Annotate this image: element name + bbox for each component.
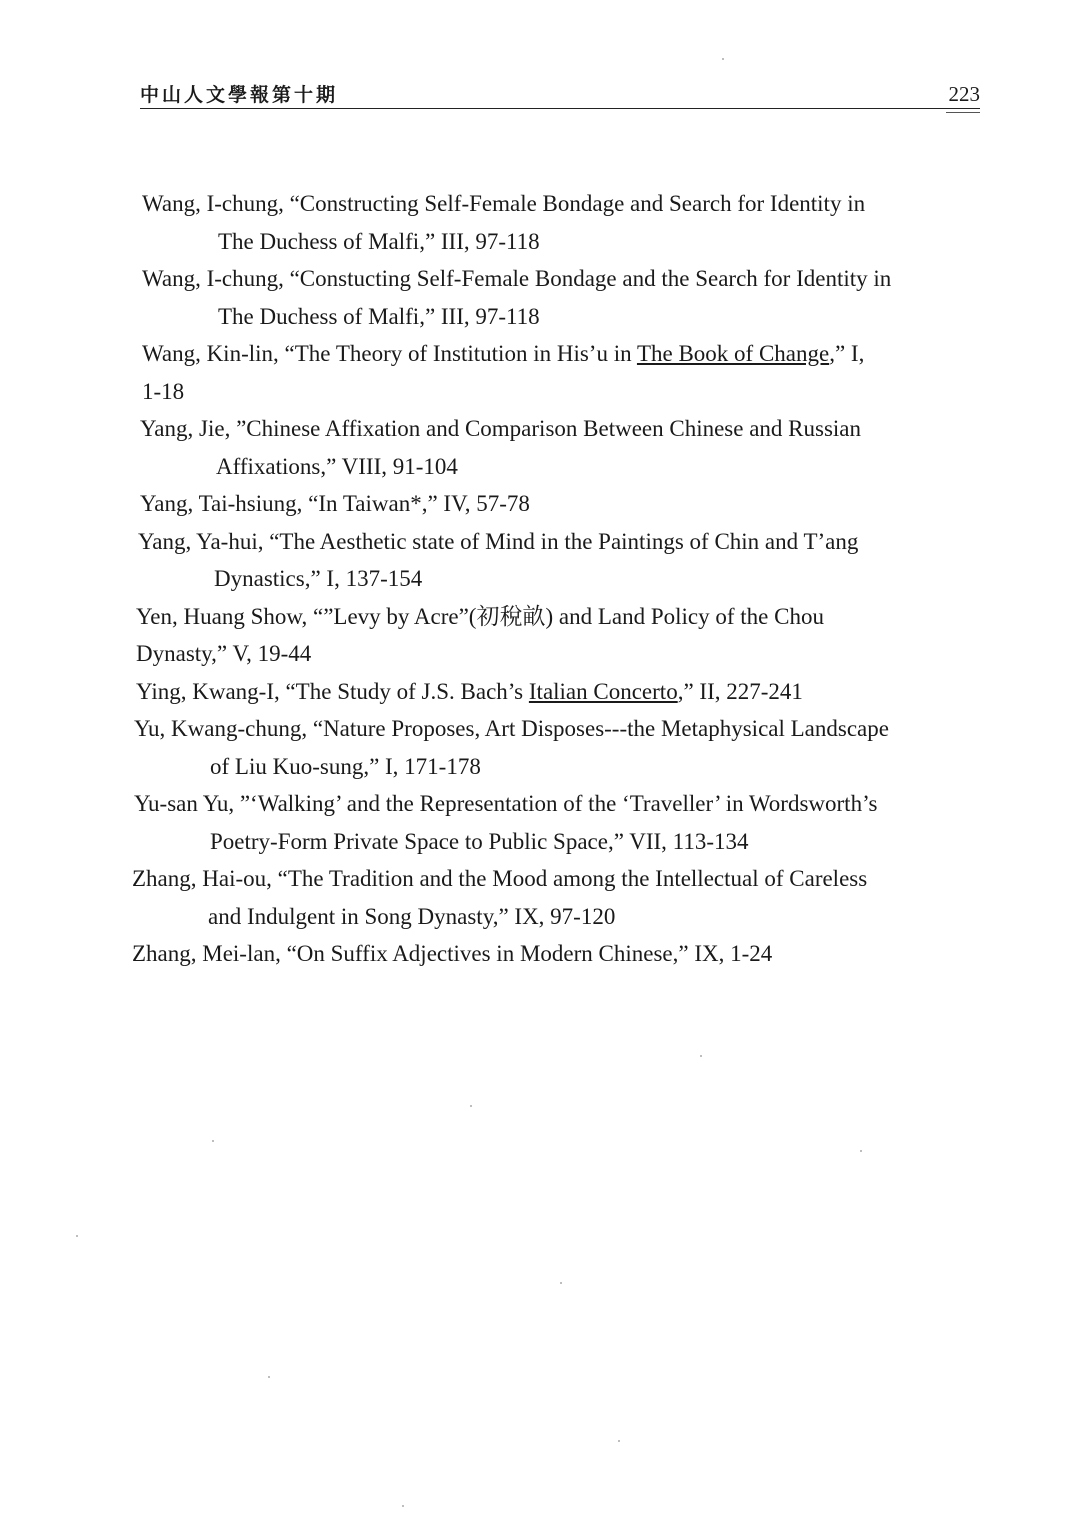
entry-line-1: Yu-san Yu, ”‘Walking’ and the Representation of the ‘Traveller’ in Wordsworth’s — [134, 791, 878, 816]
scan-speck — [76, 1235, 78, 1237]
bibliography-entry — [132, 860, 980, 935]
journal-title: 中山人文學報第十期 — [140, 84, 339, 106]
entry-line-2: Dynasty,” V, 19-44 — [136, 641, 312, 666]
bibliography-entry — [140, 410, 980, 485]
entry-line-1 — [136, 679, 803, 704]
header-rule-short — [946, 112, 980, 113]
scan-speck — [700, 1055, 702, 1057]
entry-line-2: Poetry-Form Private Space to Public Space,” VII, 113-134 — [210, 828, 749, 854]
scan-speck — [560, 1282, 562, 1284]
entry-line-1: Wang, I-chung, “Constucting Self-Female Bondage and the Search for Identity in — [142, 266, 892, 291]
entry-line-2: and Indulgent in Song Dynasty,” IX, 97-120 — [208, 903, 616, 929]
entry-line-1: Yen, Huang Show, “”Levy by Acre”(初稅畝) and Land Policy of the Chou — [136, 603, 824, 629]
scan-speck — [860, 1150, 862, 1152]
entry-line-1: Zhang, Hai-ou, “The Tradition and the Mood among the Intellectual of Careless — [132, 866, 868, 891]
bibliography-entry — [142, 185, 980, 260]
scan-speck — [212, 1140, 214, 1142]
bibliography-entry — [134, 710, 980, 785]
entry-line-2: of Liu Kuo-sung,” I, 171-178 — [210, 753, 481, 779]
bibliography-list — [120, 185, 980, 973]
entry-line-1 — [142, 341, 864, 366]
bibliography-entry — [134, 785, 980, 860]
bibliography-entry — [142, 335, 980, 410]
entry-line-2: The Duchess of Malfi,” III, 97-118 — [218, 303, 540, 329]
entry-line-1: Yang, Jie, ”Chinese Affixation and Comparison Between Chinese and Russian — [140, 416, 862, 441]
entry-line-1: Wang, I-chung, “Constructing Self-Female Bondage and Search for Identity in — [142, 191, 866, 216]
bibliography-entry — [132, 935, 980, 973]
entry-text: ,” I, — [829, 341, 865, 366]
entry-line-1: Yang, Tai-hsiung, “In Taiwan*,” IV, 57-78 — [140, 491, 530, 516]
entry-line-1: Yang, Ya-hui, “The Aesthetic state of Mind in the Paintings of Chin and T’ang — [138, 528, 859, 554]
scan-speck — [402, 1505, 404, 1507]
entry-text: ,” II, 227-241 — [677, 678, 803, 704]
header-rule — [140, 108, 980, 109]
scan-speck — [722, 58, 724, 60]
scan-speck — [470, 1105, 472, 1107]
bibliography-entry — [136, 673, 980, 711]
entry-text: Wang, Kin-lin, “The Theory of Institution in His’u in — [142, 341, 637, 366]
underlined-title: The Book of Change — [636, 341, 830, 366]
entry-line-1: Yu, Kwang-chung, “Nature Proposes, Art Disposes---the Metaphysical Landscape — [134, 716, 889, 741]
bibliography-entry — [142, 260, 980, 335]
entry-line-2: 1-18 — [142, 378, 185, 404]
page-number: 223 — [948, 82, 980, 106]
entry-line-2: Dynastics,” I, 137-154 — [214, 566, 423, 591]
underlined-title: Italian Concerto — [528, 678, 678, 704]
bibliography-entry — [138, 523, 980, 598]
page-header — [140, 78, 980, 112]
bibliography-entry — [140, 485, 980, 523]
scan-speck — [618, 1440, 620, 1442]
entry-line-1: Zhang, Mei-lan, “On Suffix Adjectives in Modern Chinese,” IX, 1-24 — [132, 941, 773, 966]
entry-line-2: The Duchess of Malfi,” III, 97-118 — [218, 228, 540, 254]
scan-speck — [268, 1376, 270, 1378]
bibliography-entry — [136, 598, 980, 673]
entry-line-2: Affixations,” VIII, 91-104 — [216, 453, 458, 479]
entry-text: Ying, Kwang-I, “The Study of J.S. Bach’s — [136, 678, 529, 704]
